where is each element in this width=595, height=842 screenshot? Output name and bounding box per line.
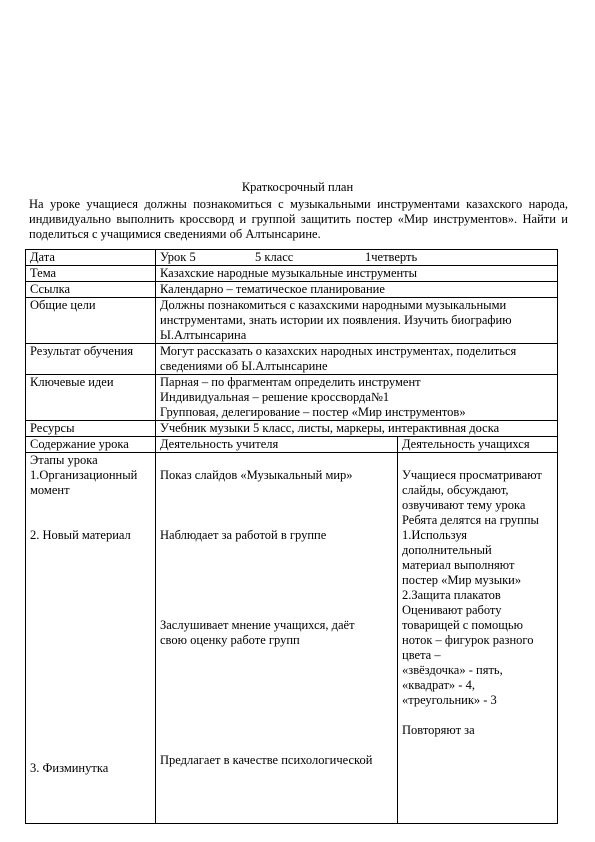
key-idea-line: Индивидуальная – решение кроссворда№1 — [160, 390, 390, 404]
table-row-outcome — [26, 344, 558, 375]
teacher-activity-2: Наблюдает за работой в группе — [160, 528, 327, 542]
stages-title: Этапы урока — [30, 453, 98, 467]
row-label: Тема — [26, 266, 156, 282]
table-row-resources — [26, 421, 558, 437]
row-value: Учебник музыки 5 класс, листы, маркеры, интерактивная доска — [156, 421, 558, 437]
page-title: Краткосрочный план — [241, 180, 354, 194]
students-activity-cell — [398, 453, 558, 824]
header-students: Деятельность учащихся — [398, 437, 558, 453]
lesson-plan-table — [25, 249, 558, 824]
header-content: Содержание урока — [26, 437, 156, 453]
row-label: Ключевые идеи — [26, 375, 156, 421]
stage-physical-break: 3. Физминутка — [30, 761, 109, 775]
row-label: Результат обучения — [26, 344, 156, 375]
header-teacher: Деятельность учителя — [156, 437, 398, 453]
students-activity-7: «треугольник» - 3 — [402, 693, 497, 707]
grade: 5 класс — [255, 250, 294, 264]
date-label: Дата — [26, 250, 156, 266]
table-row-reference — [26, 282, 558, 298]
row-label: Общие цели — [26, 298, 156, 344]
key-idea-line: Групповая, делегирование – постер «Мир инструментов» — [160, 405, 466, 419]
row-value — [156, 375, 558, 421]
teacher-activity-1: Показ слайдов «Музыкальный мир» — [160, 468, 353, 482]
students-activity-3: 2.Защита плакатов — [402, 588, 501, 602]
row-value: Казахские народные музыкальные инструменты — [156, 266, 558, 282]
students-activity-1: Учащиеся просматривают слайды, обсуждают, озвучивают тему урока Ребята делятся на группы — [402, 468, 542, 527]
teacher-activity-cell — [156, 453, 398, 824]
table-row-key-ideas — [26, 375, 558, 421]
students-activity-4: Оценивают работу товарищей с помощью ноток – фигурок разного цвета – — [402, 603, 534, 662]
row-label: Ссылка — [26, 282, 156, 298]
table-row-goals — [26, 298, 558, 344]
table-row-date — [26, 250, 558, 266]
teacher-activity-4: Предлагает в качестве психологической — [160, 753, 373, 767]
intro-paragraph: На уроке учащиеся должны познакомиться с музыкальными инструментами казахского народа, индивидуально выполнить кроссворд и группой защитить постер «Мир инструментов». Найти и поделиться с учащимися сведениями об Алтынсарине. — [29, 197, 568, 241]
table-header-row — [26, 437, 558, 453]
lesson-meta — [156, 250, 558, 266]
table-row-topic — [26, 266, 558, 282]
row-value: Календарно – тематическое планирование — [156, 282, 558, 298]
students-activity-6: «квадрат» - 4, — [402, 678, 475, 692]
teacher-activity-3: Заслушивает мнение учащихся, даёт свою оценку работе групп — [160, 618, 355, 647]
students-activity-8: Повторяют за — [402, 723, 475, 737]
lesson-number: Урок 5 — [160, 250, 196, 264]
row-value: Должны познакомиться с казахскими народными музыкальными инструментами, знать истории их появления. Изучить биографию Ы.Алтынсарина — [156, 298, 558, 344]
stage-new-material: 2. Новый материал — [30, 528, 131, 542]
students-activity-5: «звёздочка» - пять, — [402, 663, 503, 677]
stage-organizational: 1.Организационный момент — [30, 468, 138, 497]
students-activity-2: 1.Используя дополнительный материал выполняют постер «Мир музыки» — [402, 528, 522, 587]
term: 1четверть — [365, 250, 418, 264]
row-value: Могут рассказать о казахских народных инструментах, поделиться сведениями об Ы.Алтынсарине — [156, 344, 558, 375]
key-idea-line: Парная – по фрагментам определить инструмент — [160, 375, 421, 389]
stages-cell — [26, 453, 156, 824]
table-row-content — [26, 453, 558, 824]
row-label: Ресурсы — [26, 421, 156, 437]
